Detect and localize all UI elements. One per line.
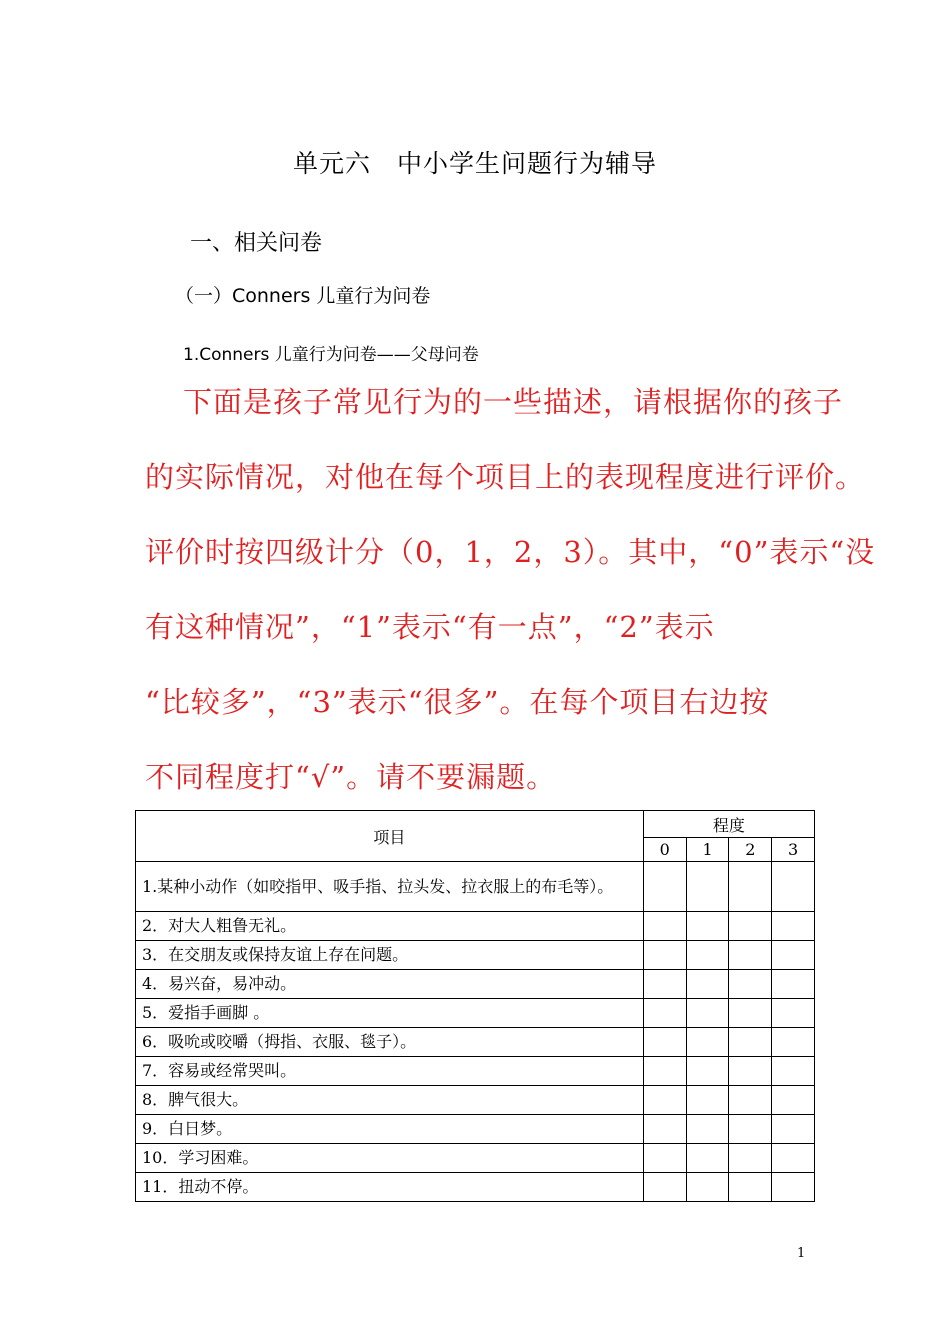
table-row	[136, 1144, 815, 1173]
rating-cell-3[interactable]	[772, 1086, 815, 1115]
rating-cell-0[interactable]	[643, 970, 686, 999]
rating-cell-1[interactable]	[686, 912, 729, 941]
rating-cell-1[interactable]	[686, 1173, 729, 1202]
rating-cell-1[interactable]	[686, 1115, 729, 1144]
rating-cell-2[interactable]	[729, 941, 772, 970]
rating-cell-2[interactable]	[729, 1057, 772, 1086]
level-header: 2	[729, 838, 772, 862]
rating-cell-1[interactable]	[686, 862, 729, 912]
rating-cell-2[interactable]	[729, 1115, 772, 1144]
instruction-line: 不同程度打“√”。请不要漏题。	[145, 760, 557, 794]
rating-cell-2[interactable]	[729, 999, 772, 1028]
questionnaire-heading: 1.Conners 儿童行为问卷——父母问卷	[183, 345, 479, 365]
rating-cell-2[interactable]	[729, 1173, 772, 1202]
instruction-line: 评价时按四级计分（0，1，2，3）。其中，“0”表示“没	[145, 535, 876, 569]
rating-cell-2[interactable]	[729, 970, 772, 999]
rating-cell-3[interactable]	[772, 1173, 815, 1202]
table-row	[136, 912, 815, 941]
section-heading: 一、相关问卷	[190, 231, 323, 256]
rating-cell-3[interactable]	[772, 1115, 815, 1144]
item-text: 10．学习困难。	[136, 1144, 644, 1173]
instruction-line: “比较多”，“3”表示“很多”。在每个项目右边按	[145, 685, 770, 719]
column-header-item: 项目	[136, 811, 644, 862]
column-header-degree: 程度	[643, 811, 814, 838]
rating-cell-3[interactable]	[772, 912, 815, 941]
rating-cell-3[interactable]	[772, 862, 815, 912]
rating-cell-0[interactable]	[643, 1086, 686, 1115]
rating-cell-3[interactable]	[772, 970, 815, 999]
instruction-line: 的实际情况，对他在每个项目上的表现程度进行评价。	[145, 460, 866, 494]
table-row	[136, 1028, 815, 1057]
level-header: 0	[643, 838, 686, 862]
table-row	[136, 1057, 815, 1086]
rating-cell-0[interactable]	[643, 862, 686, 912]
rating-cell-1[interactable]	[686, 1144, 729, 1173]
item-text: 5．爱指手画脚 。	[136, 999, 644, 1028]
level-header: 3	[772, 838, 815, 862]
rating-cell-1[interactable]	[686, 941, 729, 970]
rating-cell-3[interactable]	[772, 941, 815, 970]
rating-cell-0[interactable]	[643, 999, 686, 1028]
table-row	[136, 862, 815, 912]
table-row	[136, 1115, 815, 1144]
item-text: 7．容易或经常哭叫。	[136, 1057, 644, 1086]
item-text: 3．在交朋友或保持友谊上存在问题。	[136, 941, 644, 970]
instruction-line: 有这种情况”，“1”表示“有一点”，“2”表示	[145, 610, 715, 644]
rating-cell-2[interactable]	[729, 1144, 772, 1173]
item-text: 9．白日梦。	[136, 1115, 644, 1144]
subsection-heading: （一）Conners 儿童行为问卷	[175, 285, 431, 307]
table-row	[136, 941, 815, 970]
rating-cell-0[interactable]	[643, 1028, 686, 1057]
rating-cell-0[interactable]	[643, 1173, 686, 1202]
rating-cell-1[interactable]	[686, 970, 729, 999]
rating-cell-1[interactable]	[686, 1057, 729, 1086]
rating-cell-1[interactable]	[686, 999, 729, 1028]
rating-cell-1[interactable]	[686, 1086, 729, 1115]
rating-cell-1[interactable]	[686, 1028, 729, 1057]
instruction-line: 下面是孩子常见行为的一些描述，请根据你的孩子	[183, 385, 844, 419]
item-text: 2．对大人粗鲁无礼。	[136, 912, 644, 941]
rating-cell-3[interactable]	[772, 1028, 815, 1057]
item-text: 1.某种小动作（如咬指甲、吸手指、拉头发、拉衣服上的布毛等）。	[136, 862, 644, 912]
rating-cell-0[interactable]	[643, 941, 686, 970]
rating-cell-0[interactable]	[643, 912, 686, 941]
table-row	[136, 1086, 815, 1115]
page-number: 1	[797, 1246, 806, 1261]
questionnaire-table	[135, 810, 815, 1202]
rating-cell-3[interactable]	[772, 999, 815, 1028]
rating-cell-0[interactable]	[643, 1144, 686, 1173]
item-text: 8．脾气很大。	[136, 1086, 644, 1115]
table-row	[136, 999, 815, 1028]
rating-cell-0[interactable]	[643, 1057, 686, 1086]
item-text: 6．吸吮或咬嚼（拇指、衣服、毯子）。	[136, 1028, 644, 1057]
rating-cell-2[interactable]	[729, 912, 772, 941]
rating-cell-2[interactable]	[729, 862, 772, 912]
level-header: 1	[686, 838, 729, 862]
rating-cell-2[interactable]	[729, 1086, 772, 1115]
item-text: 11．扭动不停。	[136, 1173, 644, 1202]
rating-cell-3[interactable]	[772, 1144, 815, 1173]
item-text: 4．易兴奋，易冲动。	[136, 970, 644, 999]
rating-cell-0[interactable]	[643, 1115, 686, 1144]
rating-cell-2[interactable]	[729, 1028, 772, 1057]
page-title: 单元六 中小学生问题行为辅导	[292, 149, 657, 178]
rating-cell-3[interactable]	[772, 1057, 815, 1086]
table-row	[136, 970, 815, 999]
table-row	[136, 1173, 815, 1202]
